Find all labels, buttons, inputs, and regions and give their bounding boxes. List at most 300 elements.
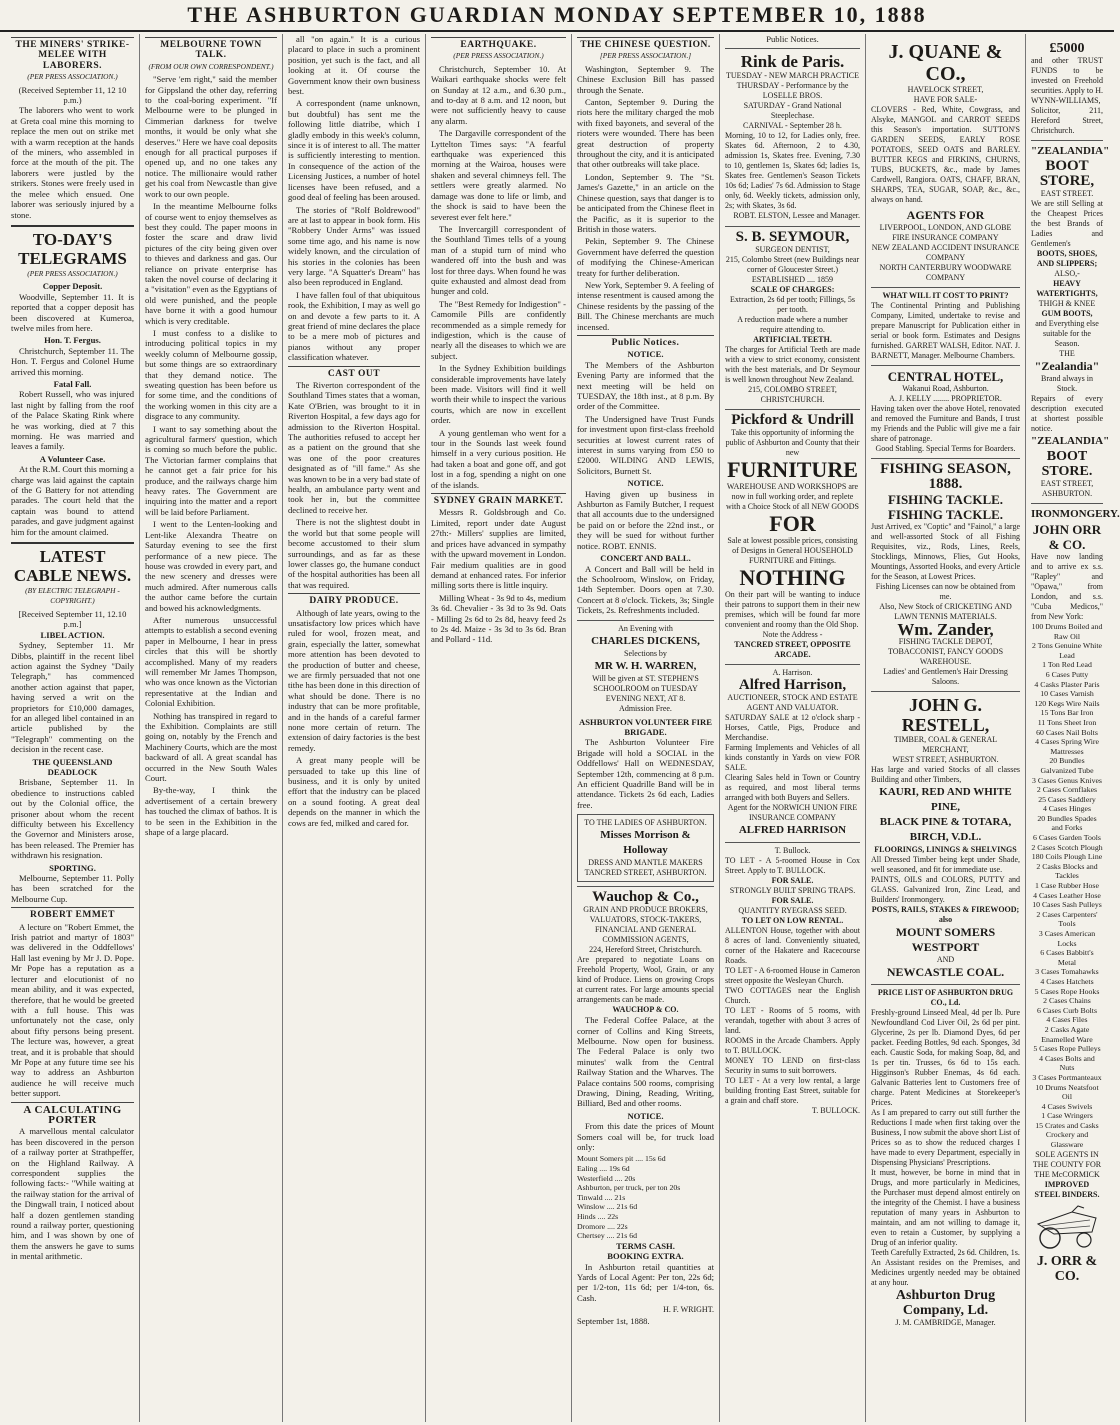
- subheading: A Volunteer Case.: [39, 453, 106, 464]
- ad-line: and Everything else suitable for the Season.: [1035, 319, 1099, 348]
- ad-body: Have now landing and to arrive ex s.s. "Rapley" and "Opawa," from London, and s.s. "Cuba Medicos," from New York:: [1031, 552, 1103, 621]
- seymour-dentist-ad: [725, 226, 860, 405]
- pickford-undrill-ad: [725, 409, 860, 660]
- ad-line: TO LET ON LOW RENTAL.: [741, 915, 844, 925]
- restell-ad: [871, 691, 1020, 980]
- price-row: Winslow .... 21s 6d: [577, 1202, 638, 1212]
- masthead: THE ASHBURTON GUARDIAN MONDAY SEPTEMBER 10, 1888: [0, 0, 1114, 32]
- article-text: Milling Wheat - 3s 9d to 4s, medium 3s 6d. Chevalier - 3s 3d to 3s 9d. Oats - Milling 2s 6d to 2s 8d, heavy feed 2s to 2s 4d. Maize - 3s 3d to 3s 6d. Bran and Pollard - 11d.: [431, 592, 566, 645]
- list-item: 4 Casks Plaster Paris: [1034, 679, 1100, 689]
- ad-line: GRAIN AND PRODUCE BROKERS, VALUATORS, STOCK-TAKERS, FINANCIAL AND GENERAL COMMISSION AGENTS,: [583, 905, 708, 945]
- ad-line: WHAT WILL IT COST TO PRINT?: [882, 291, 1009, 300]
- ad-line: NORTH CANTERBURY WOODWARE COMPANY: [879, 263, 1012, 282]
- list-item: 2 Cases Carpenters' Tools: [1036, 909, 1098, 929]
- ad-line: AUCTIONEER, STOCK AND ESTATE AGENT AND VALUATOR.: [727, 692, 858, 712]
- dickens-evening-ad: [577, 620, 714, 714]
- ad-line: Sale at lowest possible prices, consisting of Designs in General HOUSEHOLD FURNITURE and Fittings.: [727, 535, 858, 565]
- price-row: Mount Somers pit .... 15s 6d: [577, 1154, 666, 1164]
- ad-line: Note the Address -: [762, 629, 823, 639]
- notice-text: From this date the prices of Mount Somers coal will be, for truck load only:: [577, 1121, 714, 1153]
- ad-line: Extraction, 2s 6d per tooth; Fillings, 5s per tooth.: [730, 294, 855, 314]
- ad-body: It must, however, be borne in mind that in Drugs, and more particularly in Medicines, the Purchaser must depend almost entirely on the integrity of the Chemist. I have a business reputation of many years in Ashburton to maintain, and am not willing to damage it, even to retain a Customer, by supplying a Drug of an inferior quality.: [871, 1168, 1020, 1247]
- rink-de-paris-ad: [725, 48, 860, 221]
- list-item: 180 Coils Plough Line: [1031, 852, 1103, 862]
- dateline: (PER PRESS ASSOCIATION.): [27, 268, 118, 278]
- ad-title: KAURI, RED AND WHITE PINE,: [879, 786, 1012, 813]
- alfred-harrison-ad: [725, 664, 860, 838]
- ad-title: Alfred Harrison,: [738, 676, 847, 693]
- ad-title: £5000: [1049, 41, 1085, 56]
- ad-body: Farming Implements and Vehicles of all kinds constantly in Yards on view FOR SALE.: [725, 742, 860, 772]
- list-item: 4 Cases Files: [1046, 1015, 1088, 1025]
- ad-signature: WAUCHOP & CO.: [612, 1005, 679, 1015]
- article-text: Brisbane, September 11. In obedience to instructions cabled out by the Colonial office, the prisoner about whom the recent difficulty between his Excellency the Governor and Ministers arose, has been released. The Premier has withdrawn his resignation.: [11, 777, 134, 861]
- article-text: I have fallen foul of that ubiquitous rook, the Exhibition, I may as well go on and devote a few parts to it. A great friend of mine declares the place to be a mere mob of pictures and pianos without any proper classification whatever.: [288, 289, 420, 363]
- ad-display: FURNITURE: [727, 456, 858, 482]
- ad-line: TO THE LADIES OF ASHBURTON.: [584, 818, 707, 828]
- ad-line: HAVELOCK STREET,: [907, 85, 984, 94]
- article-text: Nothing has transpired in regard to the Exhibition. Complaints are still going on, notably by the French and Machinery Courts, which are the most backward of all. A great scandal has occurred in the New South Wales Court.: [145, 710, 277, 784]
- ad-title: BIRCH, V.D.L.: [909, 831, 982, 843]
- fishing-ad: [871, 458, 1020, 687]
- article-text: A young gentleman who went for a tour in the Sounds last week found himself in a very curious position. He had taken a boat and gone off, and got lost in a fog, spending a night on one of the islands.: [431, 427, 566, 490]
- ad-line: Wakanui Road, Ashburton.: [902, 384, 989, 393]
- subheading: LIBEL ACTION.: [40, 629, 105, 640]
- list-item: 2 Cases Cornflakes: [1036, 785, 1098, 795]
- dateline: (PER PRESS ASSOCIATION.): [27, 72, 118, 82]
- article-text: A marvellous mental calculator has been discovered in the person of a railway porter at Strathpeffer, on the Highland Railway. A correspondent supplies the following facts:- "While waiting at the railway station for the arrival of the Dingwall train, I noticed about half a dozen gentlemen standing round a railway porter, questioning him, and I was shown by one of them the answers he gave to sums in mental arithmetic.: [11, 1126, 134, 1262]
- ad-line: Brand always in Stock.: [1041, 374, 1093, 393]
- article-text: The Dargaville correspondent of the Lyttelton Times says: "A fearful earthquake was experienced this morning at the Wairoa, houses were shaken and several chimneys fell. The settlers were greatly alarmed. No damage was done to life or limb, and the shock is said to have been the severest ever felt here.": [431, 128, 566, 222]
- printing-ad: [871, 287, 1020, 361]
- price-row: Ashburton, per truck, per ton 20s: [577, 1183, 681, 1193]
- ad-title: MR W. H. WARREN,: [594, 659, 697, 672]
- ad-title: JOHN ORR & CO.: [1032, 522, 1102, 552]
- ad-line: Will be given at ST. STEPHEN'S SCHOOLROOM on TUESDAY EVENING NEXT, AT 8.: [592, 673, 699, 703]
- ad-line: An Evening with: [618, 623, 673, 633]
- ad-title: Pickford & Undrill: [731, 411, 854, 428]
- notice-text: A Concert and Ball will be held in the Schoolroom, Winslow, on Friday, 14th September. Doors open at 7.30. Concert at 8 o'clock. Tickets, 3s; Single Tickets, 2s. Refreshments included.: [577, 563, 714, 616]
- subheading: Fatal Fall.: [53, 378, 92, 389]
- article-text: Canton, September 9. During the riots here the military charged the mob with fixed bayonets, and several of the rioters were wounded. There has been great destruction of property throughout the city, and it is anticipated that other outbreaks will take place.: [577, 97, 714, 170]
- article-text: Sydney, September 11. Mr Dibbs, plaintiff in the recent libel action against the Sydney "Daily Telegraph," has commenced another action against that paper, having served a writ on the proprietors for £10,000 damages, for an alleged libel contained in an article published by the "Telegraph" commenting on the decision in the recent case.: [11, 640, 134, 755]
- ad-line: POSTS, RAILS, STAKES & FIREWOOD; also: [871, 905, 1020, 924]
- wauchop-ad: [577, 886, 714, 1015]
- notice-title: CONCERT AND BALL.: [600, 553, 691, 564]
- dateline: (FROM OUR OWN CORRESPONDENT.): [148, 61, 274, 71]
- ad-line: HEAVY WATERTIGHTS,: [1036, 279, 1098, 298]
- list-item: 3 Cases Genus Knives: [1032, 775, 1102, 785]
- list-item: 20 Bundles Galvanized Tube: [1040, 756, 1094, 775]
- ad-line: SATURDAY - Grand National Steeplechase.: [743, 101, 842, 121]
- list-item: 6 Cases Garden Tools: [1033, 833, 1101, 843]
- ad-title: CHARLES DICKENS,: [591, 634, 700, 647]
- price-row: Westerfield .... 20s: [577, 1173, 636, 1183]
- headline: THE MINERS' STRIKE-MELEE WITH LABORERS.: [11, 37, 134, 71]
- list-item: 1 Ton Red Lead: [1042, 660, 1092, 670]
- ad-body: CLOVERS - Red, White, Cowgrass, and Alsyke, MANGOL and CARROT SEEDS this Season's importation. SUTTON'S GARDEN SEEDS, EARLY ROSE POTATOES, SEED OATS and BARLEY. BUTTER KEGS and FIRKINS, CHURNS, TUBS, BUCKETS, &c., made by James Cardwell, Rangiora. OATS, CHAFF, BRAN, SHARPS, TEA, SUGAR, SOAP, &c., &c., always on hand.: [871, 105, 1020, 204]
- ad-body: SATURDAY SALE at 12 o'clock sharp - Horses, Cattle, Pigs, Produce and Merchandise.: [725, 712, 860, 742]
- column-1: [6, 34, 140, 1422]
- price-row: Chertsey .... 21s 6d: [577, 1231, 637, 1241]
- subheading: Copper Deposit.: [42, 281, 103, 292]
- list-item: 2 Tons Genuine White Lead: [1032, 641, 1102, 660]
- notice-text: In Ashburton retail quantities at Yards of Local Agent: Per ton, 22s 6d; per 1/2-ton, 11s 6d; per 1/4-ton, 6s. Cash.: [577, 1261, 714, 1303]
- ad-body: As I am prepared to carry out still further the Reductions I made when first taking over the Business, I now submit the above short List of Prices so as to show the reduced charges I have made to every Department, especially in Dispensing Physicians' Prescriptions.: [871, 1108, 1020, 1167]
- ad-title: "ZEALANDIA": [1031, 435, 1110, 447]
- ad-body: We are still Selling at the Cheapest Prices the best Brands of Ladies and Gentlemen's: [1031, 199, 1103, 248]
- price-row: Tinwald .... 21s: [577, 1192, 626, 1202]
- headline: ROBERT EMMET: [11, 907, 134, 920]
- ad-body: TO LET - A 6-roomed House in Cameron street opposite the Wesleyan Church.: [725, 965, 860, 985]
- ad-body: Has large and varied Stocks of all classes Building and other Timbers,: [871, 765, 1020, 784]
- ad-line: J. M. CAMBRIDGE, Manager.: [895, 1318, 996, 1327]
- ad-body: The Continental Printing and Publishing Company, Limited, undertake to revise and prepare Manuscript for Publication either in serial or book form. Estimates and Designs furnished. GARRET WALSH, Editor. NAT. J. BARNETT, Manager. Melbourne Chambers.: [871, 301, 1020, 360]
- list-item: 60 Cases Nail Bolts: [1036, 727, 1098, 737]
- article-text: There is not the slightest doubt in the world but that some people will become accustomed to their slum surroundings, and as far as these lower classes go, the humane conduct of the hospital authorities has been all that was required.: [288, 517, 420, 590]
- ad-line: CARNIVAL - September 28 h.: [743, 121, 842, 131]
- article-text: I went to the Lenten-looking and Lent-like Alexandra Theatre on Saturday evening to see the first performance of a new piece. The house was crowded in every part, and the new scenery and dresses were much admired. After numerous calls the author came before the curtain and bowed his acknowledgments.: [145, 519, 277, 613]
- ad-title: Rink de Paris.: [740, 52, 845, 72]
- ad-line: LIVERPOOL, LONDON, AND GLOBE FIRE INSURANCE COMPANY: [879, 223, 1012, 242]
- ad-line: Good Stabling. Special Terms for Boarders.: [875, 444, 1016, 453]
- ad-body: Having taken over the above Hotel, renovated and removed the Furniture and Bands, I trust my Friends and the Public will give me a fair share of patronage.: [871, 404, 1020, 443]
- dateline: (Received September 11, 12 10 p.m.): [18, 84, 127, 106]
- ad-line: Ladies' and Gentlemen's Hair Dressing Saloons.: [883, 667, 1008, 686]
- headline: EARTHQUAKE.: [431, 37, 566, 50]
- orr-ironmongery-ad: [1031, 503, 1120, 1284]
- article-text: The Invercargill correspondent of the Southland Times tells of a young man of a stupid turn of mind who wandered off into the bush and was lost for three days. When found he was quite exhausted and almost dead from hunger and cold.: [431, 223, 566, 297]
- section-heading: Public Notices.: [766, 34, 819, 44]
- list-item: 4 Cases Spring Wire Mattresses: [1035, 737, 1099, 756]
- article-text: At the R.M. Court this morning a charge was laid against the captain of the G Battery for not attending parades. The court held that the captain was bound to attend parades, and gave judgment against him for the amount claimed.: [11, 464, 134, 537]
- ad-line: TUESDAY - NEW MARCH PRACTICE: [725, 71, 860, 81]
- headline: CAST OUT: [288, 366, 420, 379]
- ad-title: Misses Morrison & Holloway: [600, 829, 691, 857]
- ad-title: BLACK PINE & TOTARA,: [879, 816, 1012, 828]
- ad-line: ASHBURTON.: [1041, 489, 1093, 498]
- ironmongery-list: [1031, 622, 1103, 1150]
- ad-line: Selections by: [624, 648, 667, 658]
- price-row: Hinds .... 22s: [577, 1212, 619, 1222]
- ad-line: A reduction made where a number require attending to.: [737, 314, 848, 334]
- list-item: 5 Cases Rope Pulleys: [1033, 1044, 1101, 1054]
- list-item: 4 Cases Bolts and Nuts: [1039, 1053, 1095, 1073]
- ad-body: ALLENTON House, together with about 8 acres of land. Conveniently situated, corner of the Hakatere and Racecourse Roads.: [725, 925, 860, 965]
- article-text: In the meantime Melbourne folks of course went to enjoy themselves as best they could. The paper moons in foster the scare and draw livid pictures of the city being given over to thieves and darkness and gas. Our reliance on private enterprise has taken the novel course of declaring it a "visitation" even as the Egyptians of old were punished, and the people have borne it with a good humour which is very creditable.: [145, 201, 277, 326]
- list-item: 11 Tons Sheet Iron: [1037, 717, 1097, 727]
- ad-body: The charges for Artificial Teeth are made with a view to strict economy, consistent with the best materials, and Dr Seymour is well known throughout New Zealand.: [725, 344, 860, 384]
- article-text: I must confess to a dislike to introducing political topics in my weekly column of Melbourne gossip, but some things are so extraordinary that they demand notice. The sweating question has been before us for some time, and the conditions of the working women in this city are a disgrace to any community.: [145, 327, 277, 422]
- ad-body: An Assistant resides on the Premises, and Medicines urgently needed may be obtained at any hour.: [871, 1258, 1020, 1287]
- ad-title: "ZEALANDIA": [1031, 145, 1110, 157]
- section-heading: Public Notices.: [577, 335, 714, 348]
- article-text: The laborers who went to work at Greta coal mine this morning to replace the men out on strike met with a warm reception at the hands of the miners, who assembled in force at the mouth of the pit. The laborers were justled by the strikers. Stones were freely used in the melee which ensued. One laborer was seriously injured by a stone.: [11, 105, 134, 220]
- notice-title: NOTICE.: [627, 1110, 664, 1121]
- ad-line: 215, COLOMBO STREET, CHRISTCHURCH.: [748, 384, 837, 404]
- ad-body: TWO COTTAGES near the English Church.: [725, 985, 860, 1005]
- ad-line: PRICE LIST OF ASHBURTON DRUG CO., Ld.: [877, 988, 1014, 1007]
- ad-line: Agent for the NORWICH UNION FIRE INSURANCE COMPANY: [727, 802, 858, 822]
- article-text: New York, September 9. A feeling of intense resentment is caused among the Chinese residents by the passing of the Bill. The Chinese merchants are much incensed.: [577, 279, 714, 332]
- notice-text: The Members of the Ashburton Evening Party are informed that the next meeting will be held on TUESDAY, the 18th inst., at 8 p.m. By order of the Committee.: [577, 359, 714, 412]
- notice-text: The Undersigned have Trust Funds for investment upon first-class freehold securities at lowest current rates of interest in sums varying from £50 to £2000. WILDING AND LEWIS, Solicitors, Burnett St.: [577, 413, 714, 476]
- ad-title: FISHING SEASON, 1888.: [880, 461, 1011, 492]
- notice-title: BOOKING EXTRA.: [607, 1251, 684, 1262]
- ad-line: EAST STREET.: [1040, 189, 1094, 198]
- list-item: 100 Drums Boiled and Raw Oil: [1031, 622, 1103, 641]
- ad-line: Fishing Licenses can now be obtained from me.: [875, 582, 1016, 601]
- ad-title: WESTPORT: [911, 940, 980, 954]
- list-item: 3 Cases American Locks: [1038, 929, 1096, 948]
- ad-title: Ashburton Drug Company, Ld.: [895, 1288, 996, 1318]
- ad-line: DRESS AND MANTLE MAKERS: [588, 858, 703, 868]
- zealandia-boot-store-ad: [1031, 140, 1110, 499]
- ad-line: NEW ZEALAND ACCIDENT INSURANCE COMPANY: [871, 243, 1020, 262]
- central-hotel-ad: [871, 365, 1020, 454]
- ad-display: NOTHING: [739, 564, 846, 590]
- ad-body: Just Arrived, ex "Coptic" and "Fainol," a large and well-assorted Stock of all Fishing Requisites, viz., Rods, Lines, Reels, Stocklings, Minnows, Flies, Gut Hooks, Mountings, Assorted Hooks, and every Article for the Season, at Lowest Prices.: [871, 522, 1020, 581]
- subheading: Hon. T. Fergus.: [44, 335, 101, 346]
- list-item: 1 Case Rubber Hose: [1035, 881, 1099, 891]
- ad-line: A. Harrison.: [772, 667, 813, 677]
- ad-title: AGENTS FOR: [906, 208, 985, 222]
- ad-line: Take this opportunity of informing the public of Ashburton and County that their new: [725, 427, 860, 457]
- ad-line: STRONGLY BUILT SPRING TRAPS.: [729, 885, 856, 895]
- list-item: 15 Tons Bar Iron: [1040, 708, 1094, 718]
- ad-line: BOOTS, SHOES, AND SLIPPERS;: [1036, 249, 1098, 268]
- ad-title: Wauchop & Co.,: [592, 889, 699, 906]
- ad-title: MOUNT SOMERS: [895, 925, 996, 939]
- ad-line: TANCRED STREET, ASHBURTON.: [584, 868, 707, 878]
- list-item: 3 Cases Portmanteaux: [1032, 1072, 1102, 1082]
- article-text: Christchurch, September 11. The Hon. T. Fergus and Colonel Hume arrived this morning.: [11, 345, 134, 377]
- ad-title: IRONMONGERY.: [1031, 508, 1120, 520]
- dateline: (BY ELECTRIC TELEGRAPH - COPYRIGHT.): [25, 586, 120, 606]
- price-row: Ealing .... 19s 6d: [577, 1164, 630, 1174]
- article-text: By-the-way, I think the advertisement of a certain brewery has touched the climax of bathos. It is to be seen in the Exhibition in the shape of a large placard.: [145, 785, 277, 838]
- list-item: 4 Cases Swivels: [1041, 1101, 1093, 1111]
- steel-binder-illustration: [1032, 1204, 1102, 1250]
- section-heading: LATEST CABLE NEWS.: [11, 542, 134, 585]
- article-text: A great many people will be persuaded to take up this line of business, and it is only by united effort that the industry can be placed on a sound footing. A great deal depends on the manner in which the cows are fed, milked and cared for.: [288, 755, 420, 828]
- list-item: 4 Cases Leather Hose: [1033, 890, 1101, 900]
- signature: H. F. WRIGHT.: [663, 1305, 714, 1315]
- dateline: [PER PRESS ASSOCIATION.]: [599, 51, 692, 61]
- ad-title: S. B. SEYMOUR,: [735, 228, 850, 245]
- article-text: Robert Russell, who was injured last night by falling from the roof of the Palace Skating Rink where he was working, died at 7 this morning. He was married and leaves a family.: [11, 389, 134, 452]
- article-text: In the Sydney Exhibition buildings considerable improvements have lately been made. Visitors will find it well worth their while to inspect the various courts, which are now in excellent order.: [431, 363, 566, 426]
- list-item: 2 Cases Scotch Plough: [1031, 842, 1103, 852]
- list-item: 20 Bundles Spades and Forks: [1037, 813, 1097, 833]
- column-4: [426, 34, 572, 1422]
- ad-body: and other TRUST FUNDS to be invested on Freehold securities. Apply to H. WYNN-WILLIAMS, Solicitor, 211, Hereford Street, Christchurch.: [1031, 56, 1103, 135]
- notice-date: September 1st, 1888.: [577, 1315, 650, 1326]
- columns: [6, 34, 1120, 1422]
- ad-body: TO LET - At a very low rental, a large building fronting East Street, suitable for a grain and chaff store.: [725, 1075, 860, 1105]
- ad-body: Freshly-ground Linseed Meal, 4d per lb. Pure Newfoundland Cod Liver Oil, 2s 6d per pint. Glycerine, 2s per lb. Diamond Dyes, 6d per packet. Feeding Bottles, 9d each. Sponges, 3d each. Caustic Soda, for making Soap, 8d, and 1s per tin. Trusses, 6s 6d to 15s each. Higginson's Rubber Enemas, 4s 6d each. Galvanic Batteries lent to Customers free of charge. Patent Medicines at Storekeeper's Prices.: [871, 1008, 1020, 1107]
- article-text: Christchurch, September 10. At Waikari earthquake shocks were felt on Sunday at 12 a.m., and 6.30 p.m., and to-day at 8 a.m. and 12 noon, but were not sufficiently heavy to cause any alarm.: [431, 63, 566, 126]
- list-item: 120 Kegs Wire Nails: [1034, 698, 1100, 708]
- ad-line: 224, Hereford Street, Christchurch.: [589, 945, 702, 955]
- column-6: [720, 34, 866, 1422]
- trust-funds-ad: [1031, 38, 1103, 136]
- ad-signature: T. BULLOCK.: [811, 1105, 860, 1115]
- list-item: 4 Cases Hinges: [1042, 804, 1092, 814]
- ad-line: THIGH & KNEE: [1038, 299, 1096, 308]
- column-3: [283, 34, 426, 1422]
- article-text: The stories of "Rolf Boldrewood" are at last to appear in book form. His "Robbery Under Arms" was issued some time ago, and his name is now widely known, and the circulation of his stories in the colonies has been very large. "A Squatter's Dream" has also been reproduced in England.: [288, 204, 420, 288]
- column-8: [1026, 34, 1120, 1422]
- ad-line: WEST STREET, ASHBURTON.: [892, 755, 999, 764]
- ad-line: IMPROVED STEEL BINDERS.: [1034, 1179, 1100, 1199]
- notice-text: The Federal Coffee Palace, at the corner of Collins and King Streets, Melbourne. Now open for business. The Federal Palace is only two minutes' walk from the Central Railway Station and the Wharves. The Palace contains 500 rooms, comprising Drawing, Dining, Reading, Writing, Billiard, Bed and other rooms.: [577, 1015, 714, 1109]
- morrison-holloway-ad: [577, 814, 714, 882]
- article-text: Melbourne, September 11. Polly has been scratched for the Melbourne Cup.: [11, 873, 134, 904]
- notice-text: Having given up business in Ashburton as Family Butcher, I request that all accounts due to the undersigned be paid on or before the 22nd inst., or they will be sued for without further notice. ROBT. ENNIS.: [577, 488, 714, 551]
- headline: DAIRY PRODUCE.: [288, 593, 420, 606]
- ad-body: ROOMS in the Arcade Chambers. Apply to T. BULLOCK.: [725, 1035, 860, 1055]
- article-text: The "Best Remedy for Indigestion" - Camomile Pills are confidently recommended as a simple remedy for indigestion, which is the cause of nearly all the diseases to which we are subject.: [431, 298, 566, 361]
- ad-title: J. QUANE & CO.,: [888, 41, 1003, 85]
- subheading: SPORTING.: [49, 862, 96, 873]
- ad-line: 215, Colombo Street (new Buildings near corner of Gloucester Street.): [725, 254, 860, 274]
- ad-body: Are prepared to negotiate Loans on Freehold Property, Wool, Grain, or any kind of Produce. Liens on growing Crops at current rates. For large amounts special arrangements can be made.: [577, 955, 714, 1005]
- article-text: I want to say something about the agricultural farmers' question, which is coming so much before the public. The Victorian farmer complains that he cannot get a fair price for his produce, and the railways charge him heavy rates. The Government are inquiring into the matter and a report will be laid before Parliament.: [145, 423, 277, 517]
- ad-display: FOR: [769, 510, 816, 536]
- article-text: London, September 9. The "St. James's Gazette," in an article on the Chinese question, says that danger is to be anticipated from the Chinese fleet in the Pacific, as it is superior to the British in those waters.: [577, 171, 714, 234]
- ad-line: GUM BOOTS,: [1041, 309, 1093, 318]
- list-item: 1 Case Wringers: [1041, 1111, 1093, 1121]
- ad-line: EAST STREET,: [1040, 479, 1094, 488]
- ad-line: HAVE FOR SALE-: [913, 95, 978, 104]
- ad-title: CENTRAL HOTEL,: [887, 369, 1004, 384]
- list-item: 25 Cases Saddlery: [1038, 794, 1096, 804]
- ad-line: Admission Free.: [619, 703, 672, 713]
- article-text: Pekin, September 9. The Chinese Government have deferred the question of modifying the Chinese-American treaty for further deliberation.: [577, 236, 714, 278]
- ad-title: NEWCASTLE COAL.: [886, 965, 1005, 979]
- ad-body: PAINTS, OILS and COLORS, PUTTY and GLASS. Galvanized Iron, Zinc Lead, and Builders' Ironmongery.: [871, 875, 1020, 904]
- quane-ad: [871, 38, 1020, 283]
- coal-price-list: [577, 1154, 714, 1240]
- ad-line: SURGEON DENTIST,: [755, 244, 830, 254]
- article-text: Woodville, September 11. It is reported that a copper deposit has been discovered at Kumeroa, twelve miles from here.: [11, 291, 134, 333]
- ad-line: AND: [936, 955, 955, 964]
- dateline: (PER PRESS ASSOCIATION.): [453, 51, 544, 61]
- list-item: 10 Drums Neatsfoot Oil: [1035, 1082, 1099, 1102]
- list-item: 15 Crates and Casks Crockery and Glassware: [1035, 1120, 1099, 1150]
- ad-line: THURSDAY - Performance by the LOSELLE BROS.: [736, 81, 849, 101]
- ad-title: ALFRED HARRISON: [738, 823, 847, 836]
- ad-body: On their part will be wanting to induce their patrons to support them in their new premises, which will be found far more convenient and roomy than the Old Shop.: [725, 589, 860, 629]
- ad-line: ARTIFICIAL TEETH.: [753, 334, 832, 344]
- headline: A CALCULATING PORTER: [11, 1102, 134, 1126]
- ad-body: Repairs of every description executed at shortest possible notice.: [1031, 394, 1103, 433]
- ad-line: A. J. KELLY ........ PROPRIETOR.: [889, 394, 1002, 403]
- ad-body: TO LET - A 5-roomed House in Cox Street. Apply to T. BULLOCK.: [725, 855, 860, 875]
- ad-title: BOOT STORE.: [1041, 449, 1093, 479]
- headline: THE CHINESE QUESTION.: [577, 37, 714, 50]
- ad-line: QUANTITY RYEGRASS SEED.: [738, 905, 847, 915]
- ad-line: Teeth Carefully Extracted, 2s 6d. Children, 1s.: [871, 1248, 1020, 1257]
- list-item: 2 Casks Agate Enamelled Ware: [1041, 1024, 1093, 1044]
- article-text: A correspondent (name unknown, but doubtful) has sent me the following little diatribe, which I gladly embody in this week's column, since it is of interest to all. The matter is sufficiently interesting to mention. In consequence of the action of the Licensing Justices, a number of hotel licenses have been refused, and a good deal of feeling has been aroused.: [288, 98, 420, 203]
- ad-signature: ROBT. ELSTON, Lessee and Manager.: [733, 211, 860, 221]
- section-heading: TO-DAY'S TELEGRAMS: [11, 225, 134, 268]
- ad-title: JOHN G. RESTELL,: [901, 695, 990, 735]
- ad-line: ESTABLISHED .... 1859: [751, 274, 834, 284]
- ad-title: J. ORR & CO.: [1036, 1253, 1098, 1284]
- list-item: 3 Cases Tomahawks: [1035, 967, 1099, 977]
- ad-line: THE: [1059, 349, 1075, 358]
- list-item: 2 Casks Blocks and Tackles: [1036, 861, 1098, 881]
- list-item: 10 Cases Sash Pulleys: [1032, 900, 1102, 910]
- notice-title: ASHBURTON VOLUNTEER FIRE BRIGADE.: [579, 716, 712, 737]
- list-item: 6 Cases Putty: [1045, 669, 1089, 679]
- list-item: 5 Cases Rope Hooks: [1034, 986, 1100, 996]
- ad-line: SCALE OF CHARGES:: [750, 284, 835, 294]
- notice-title: NOTICE.: [627, 478, 664, 489]
- column-2: [140, 34, 283, 1422]
- ad-title: Wm. Zander,: [897, 620, 994, 639]
- list-item: 4 Cases Hatchets: [1040, 976, 1094, 986]
- ad-line: T. Bullock.: [774, 845, 811, 855]
- ad-line: TANCRED STREET, OPPOSITE ARCADE.: [734, 639, 851, 659]
- ad-line: FISHING TACKLE DEPOT, TOBACCONIST, FANCY GOODS WAREHOUSE.: [887, 637, 1004, 666]
- ad-body: TO LET - Rooms of 5 rooms, with verandah, together with about 3 acres of land.: [725, 1005, 860, 1035]
- article-text: Washington, September 9. The Chinese Exclusion Bill has passed through the Senate.: [577, 63, 714, 95]
- column-7: [866, 34, 1026, 1422]
- drug-company-ad: [871, 984, 1020, 1328]
- bullock-ad: [725, 842, 860, 1116]
- notice-title: TERMS CASH.: [616, 1240, 675, 1251]
- notice-title: NOTICE.: [627, 349, 664, 360]
- article-text: "Serve 'em right," said the member for Gippsland the other day, referring to the coal-boring experiment. "If Melbourne were to be plunged in Cimmerian darkness for twelve months, it would be only what she deserves." Here we have coal deposits enough for all practical purposes if opened up, and no one takes any notice. The millionaire would rather get his coal from Newcastle than give work to our own people.: [145, 74, 277, 199]
- ad-line: TIMBER, COAL & GENERAL MERCHANT,: [893, 735, 998, 754]
- list-item: 2 Cases Chains: [1043, 996, 1091, 1006]
- column-5: [572, 34, 720, 1422]
- article-text: After numerous unsuccessful attempts to establish a second evening paper in Melbourne, I hear in press circles that this will be shortly accomplished. Many of my readers will remember Mr James Thompson, who was once known as the Victorian representative at the Indian and Colonial Exhibition.: [145, 614, 277, 709]
- list-item: 10 Cases Varnish: [1040, 689, 1094, 699]
- ad-body: Morning, 10 to 12, for Ladies only, free. Skates 6d. Afternoon, 2 to 4.30, admission 1s, Skates free. Evening, 7.30 to 10, gentlemen 1s, Skates 6d; ladies 1s, Skates free. Gentlemen's Season Tickets 10s 6d; Ladies' 7s 6d. Admission to Stage only, 6d. Weekly tickets, admission only, 2s; with Skates, 3s 6d.: [725, 131, 860, 211]
- ad-line: Also, New Stock of CRICKETING AND LAWN TENNIS MATERIALS.: [879, 602, 1012, 621]
- article-text: Although of late years, owing to the unsatisfactory low prices which have ruled for wool, frozen meat, and grain, especially the latter, somewhat more attention has been devoted to the production of butter and cheese, we are firmly persuaded that not one tithe has been done in this direction of what should be done. There is no industry that can be more profitable, and in the hands of a careful farmer none more certain of return. The extension of dairy factories is the best remedy.: [288, 607, 420, 753]
- ad-line: SOLE AGENTS IN THE COUNTY FOR THE McCORMICK: [1032, 1149, 1102, 1179]
- ad-title: "Zealandia": [1034, 359, 1100, 373]
- subheading: THE QUEENSLAND DEADLOCK: [32, 756, 113, 777]
- ad-title: FISHING TACKLE.: [887, 492, 1004, 507]
- price-row: Dromore .... 22s: [577, 1221, 628, 1231]
- headline: SYDNEY GRAIN MARKET.: [431, 493, 566, 506]
- list-item: 6 Cases Curb Bolts: [1037, 1005, 1097, 1015]
- ad-line: WAREHOUSE AND WORKSHOPS are now in full working order, and replete with a Choice Stock of all NEW GOODS: [726, 481, 859, 511]
- list-item: 6 Cases Babbitt's Metal: [1040, 948, 1094, 967]
- ad-body: All Dressed Timber being kept under Shade, well seasoned, and fit for immediate use.: [871, 855, 1020, 874]
- article-text: The Riverton correspondent of the Southland Times states that a woman, Kate O'Brien, was brought to it in Riverton Hospital, a few days ago for admission to the Riverton Hospital. The authorities refused to accept her as a patient on the ground that she was one of the poor creatures designated as of "ill fame." As she was known to be in a very bad state of health, an ambulance party went and took her in, but the committee declined to receive her.: [288, 380, 420, 515]
- article-text: all "on again." It is a curious placard to place in such a prominent position, yet such is the fact, and all looking at it. Of course the Government know their own business best.: [288, 34, 420, 97]
- article-text: Messrs R. Goldsbrough and Co. Limited, report under date August 27th:- Millers' supplies are limited, and prices have advanced in sympathy with the upward movement in London. Fair medium qualities are in good demand at enhanced rates. For inferior milling sorts there is little inquiry.: [431, 507, 566, 591]
- ad-title: FISHING TACKLE.: [887, 507, 1004, 522]
- ad-line: ALSO,-: [1054, 269, 1080, 278]
- dateline: [Received September 11, 12.10 p.m.]: [18, 608, 127, 630]
- headline: MELBOURNE TOWN TALK.: [145, 37, 277, 61]
- notice-text: The Ashburton Volunteer Fire Brigade will hold a SOCIAL in the Oddfellows' Hall on WEDNESDAY, September 12th, commencing at 8 p.m. An efficient Quadrille Band will be in attendance. Tickets 2s 6d each, Ladies free.: [577, 737, 714, 810]
- ad-line: FLOORINGS, LININGS & SHELVINGS: [874, 845, 1017, 854]
- ad-body: MONEY TO LEND on first-class Security in sums to suit borrowers.: [725, 1055, 860, 1075]
- ad-line: FOR SALE.: [771, 895, 814, 905]
- ad-title: BOOT STORE,: [1039, 158, 1095, 189]
- article-text: A lecture on "Robert Emmet, the Irish patriot and martyr of 1803" was delivered in the Oddfellows' Hall last evening by Mr J. D. Pope. Mr Pope has a reputation as a lecturer and elocutionist of no mean ability, and it was expected, therefore, that he would be greeted with a full house. This was unfortunately not the case, only about fifty persons being present. The lecture was, however, a great treat, and it is probable that should Mr Pope at any future time see his way to address an Ashburton audience he will receive much better support.: [11, 921, 134, 1099]
